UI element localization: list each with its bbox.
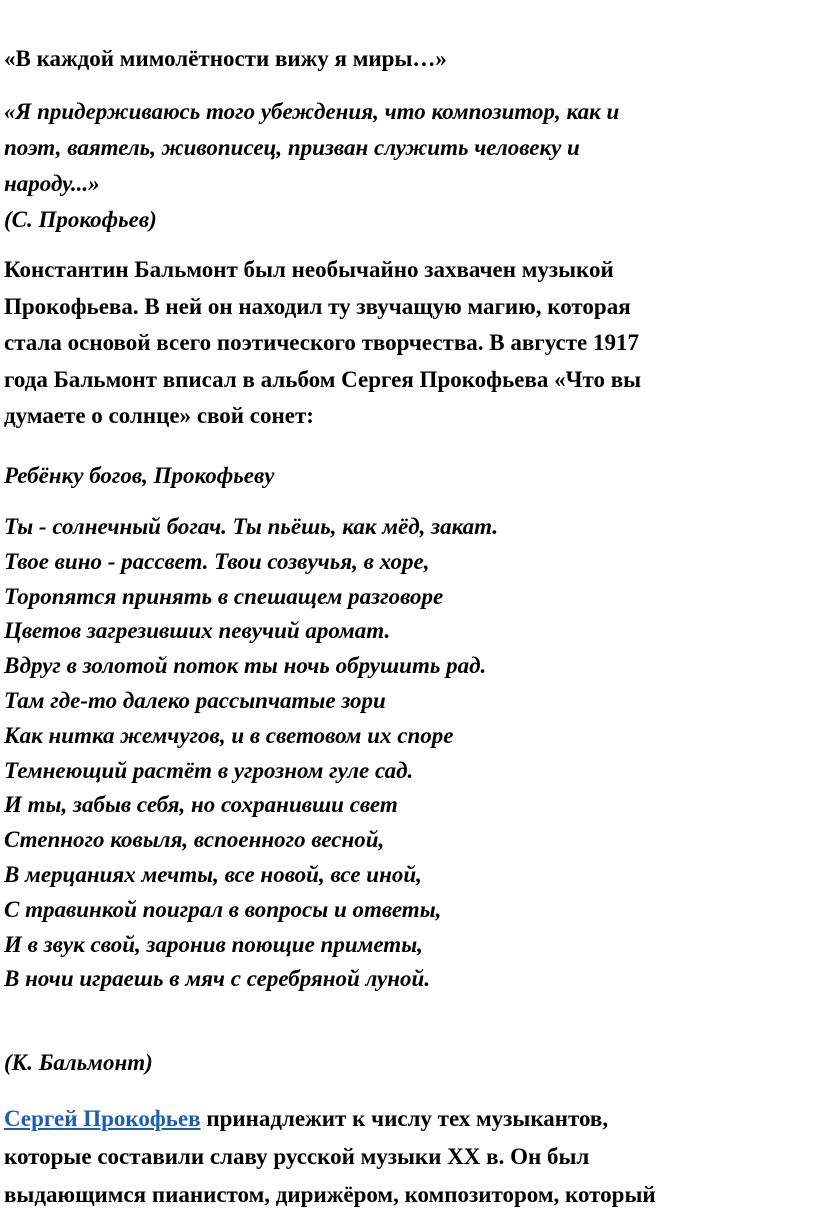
quote-line: поэт, ваятель, живописец, призван служить человеку и	[4, 135, 580, 160]
bio-line: выдающимся пианистом, дирижёром, композитором, который	[4, 1182, 656, 1207]
poem-line: В мерцаниях мечты, все новой, все иной,	[4, 861, 422, 887]
poem-line: Твое вино - рассвет. Твои созвучья, в хоре,	[4, 548, 430, 574]
poem-line: Как нитка жемчугов, и в световом их споре	[4, 722, 454, 748]
intro-line: думаете о солнце» свой сонет:	[4, 403, 314, 428]
bio-line-rest: принадлежит к числу тех музыкантов,	[200, 1106, 609, 1131]
prokofiev-quote	[4, 94, 804, 238]
epigraph-title: «В каждой мимолётности вижу я миры…»	[4, 46, 447, 71]
intro-line: стала основой всего поэтического творчества. В августе 1917	[4, 330, 639, 355]
poem-line: Степного ковыля, вспоенного весной,	[4, 827, 385, 853]
bio-paragraph	[4, 1100, 812, 1214]
poem-line: С травинкой поиграл в вопросы и ответы,	[4, 896, 442, 922]
bio-line: которые составили славу русской музыки XX в. Он был	[4, 1144, 590, 1169]
poem-line: Ты - солнечный богач. Ты пьёшь, как мёд, закат.	[4, 514, 499, 539]
intro-line: Константин Бальмонт был необычайно захвачен музыкой	[4, 257, 614, 282]
prokofiev-link[interactable]: Сергей Прокофьев	[4, 1106, 201, 1131]
intro-line: Прокофьева. В ней он находил ту звучащую магию, которая	[4, 293, 631, 319]
poem-line: В ночи играешь в мяч с серебряной луной.	[4, 966, 431, 992]
poem-line: Вдруг в золотой поток ты ночь обрушить рад.	[4, 653, 487, 679]
sonnet	[4, 510, 498, 997]
intro-line: года Бальмонт вписал в альбом Сергея Прокофьева «Что вы	[4, 366, 642, 392]
bio-line	[4, 1100, 812, 1138]
poem-dedication: Ребёнку богов, Прокофьеву	[4, 463, 275, 488]
poem-line: Торопятся принять в спешащем разговоре	[4, 583, 444, 609]
quote-line: народу...»	[4, 171, 100, 196]
poem-line: Темнеющий растёт в угрозном гуле сад.	[4, 757, 414, 783]
intro-paragraph	[4, 252, 812, 435]
poem-line: И ты, забыв себя, но сохранивши свет	[4, 792, 398, 818]
poem-line: Цветов загрезивших певучий аромат.	[4, 618, 391, 644]
poem-author: (К. Бальмонт)	[4, 1050, 153, 1075]
poem-line: И в звук свой, заронив поющие приметы,	[4, 931, 423, 957]
quote-line: «Я придерживаюсь того убеждения, что композитор, как и	[4, 99, 620, 124]
quote-attribution: (С. Прокофьев)	[4, 207, 157, 232]
poem-line: Там где-то далеко рассыпчатые зори	[4, 687, 386, 713]
